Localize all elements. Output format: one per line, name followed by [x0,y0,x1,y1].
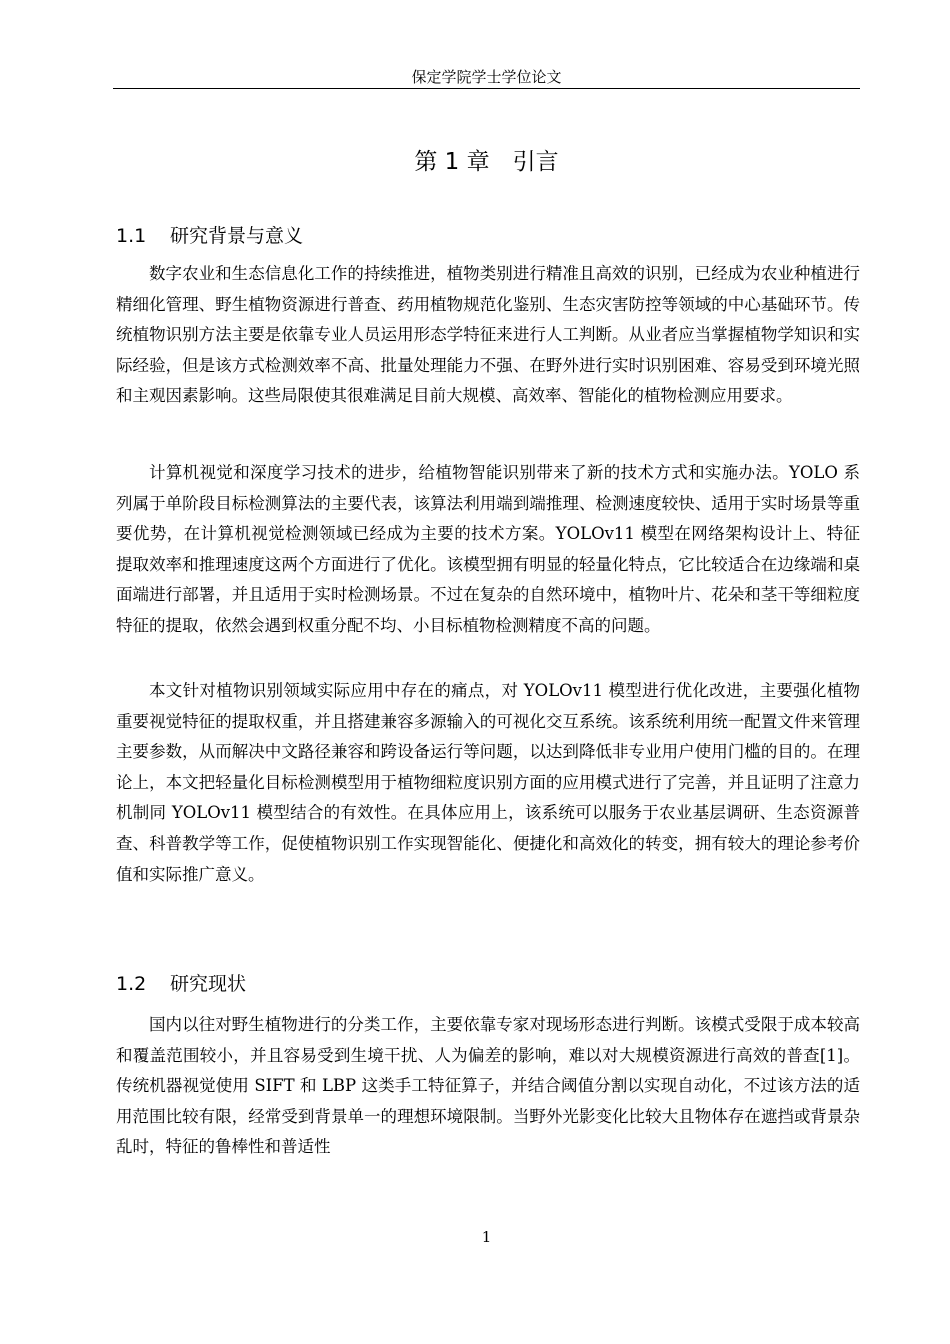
chapter-title: 第 1 章 引言 [414,149,559,175]
section-number: 1.2 [116,973,147,995]
paragraph: 计算机视觉和深度学习技术的进步，给植物智能识别带来了新的技术方式和实施办法。YOLO 系列属于单阶段目标检测算法的主要代表，该算法利用端到端推理、检测速度较快、适用于实时场景等重要优势，在计算机视觉检测领域已经成为主要的技术方案。YOLOv11 模型在网络架构设计上、特征提取效率和推理速度这两个方面进行了优化。该模型拥有明显的轻量化特点，它比较适合在边缘端和桌面端进行部署，并且适用于实时检测场景。不过在复杂的自然环境中，植物叶片、花朵和茎干等细粒度特征的提取，依然会遇到权重分配不均、小目标植物检测精度不高的问题。 [116,463,860,635]
running-header: 保定学院学士学位论文 [411,68,562,86]
paragraph: 国内以往对野生植物进行的分类工作，主要依靠专家对现场形态进行判断。该模式受限于成本较高和覆盖范围较小，并且容易受到生境干扰、人为偏差的影响，难以对大规模资源进行高效的普查[1]。传统机器视觉使用 SIFT 和 LBP 这类手工特征算子，并结合阈值分割以实现自动化，不过该方法的适用范围比较有限，经常受到背景单一的理想环境限制。当野外光影变化比较大且物体存在遮挡或背景杂乱时，特征的鲁棒性和普适性 [116,1015,860,1157]
paragraph: 本文针对植物识别领域实际应用中存在的痛点，对 YOLOv11 模型进行优化改进，主要强化植物重要视觉特征的提取权重，并且搭建兼容多源输入的可视化交互系统。该系统利用统一配置文件来管理主要参数，从而解决中文路径兼容和跨设备运行等问题，以达到降低非专业用户使用门槛的目的。在理论上，本文把轻量化目标检测模型用于植物细粒度识别方面的应用模式进行了完善，并且证明了注意力机制同 YOLOv11 模型结合的有效性。在具体应用上，该系统可以服务于农业基层调研、生态资源普查、科普教学等工作，促使植物识别工作实现智能化、便捷化和高效化的转变，拥有较大的理论参考价值和实际推广意义。 [116,681,860,884]
header-rule [113,88,860,89]
section-title-text: 研究现状 [170,973,247,995]
paragraph: 数字农业和生态信息化工作的持续推进，植物类别进行精准且高效的识别，已经成为农业种植进行精细化管理、野生植物资源进行普查、药用植物规范化鉴别、生态灾害防控等领域的中心基础环节。传统植物识别方法主要是依靠专业人员运用形态学特征来进行人工判断。从业者应当掌握植物学知识和实际经验，但是该方式检测效率不高、批量处理能力不强、在野外进行实时识别困难、容易受到环境光照和主观因素影响。这些局限使其很难满足目前大规模、高效率、智能化的植物检测应用要求。 [116,264,860,406]
page-number: 1 [481,1228,492,1246]
section-number: 1.1 [116,225,147,247]
section-heading-1-2 [116,969,246,999]
section-title-text: 研究背景与意义 [170,225,304,247]
section-heading-1-1 [116,221,303,251]
